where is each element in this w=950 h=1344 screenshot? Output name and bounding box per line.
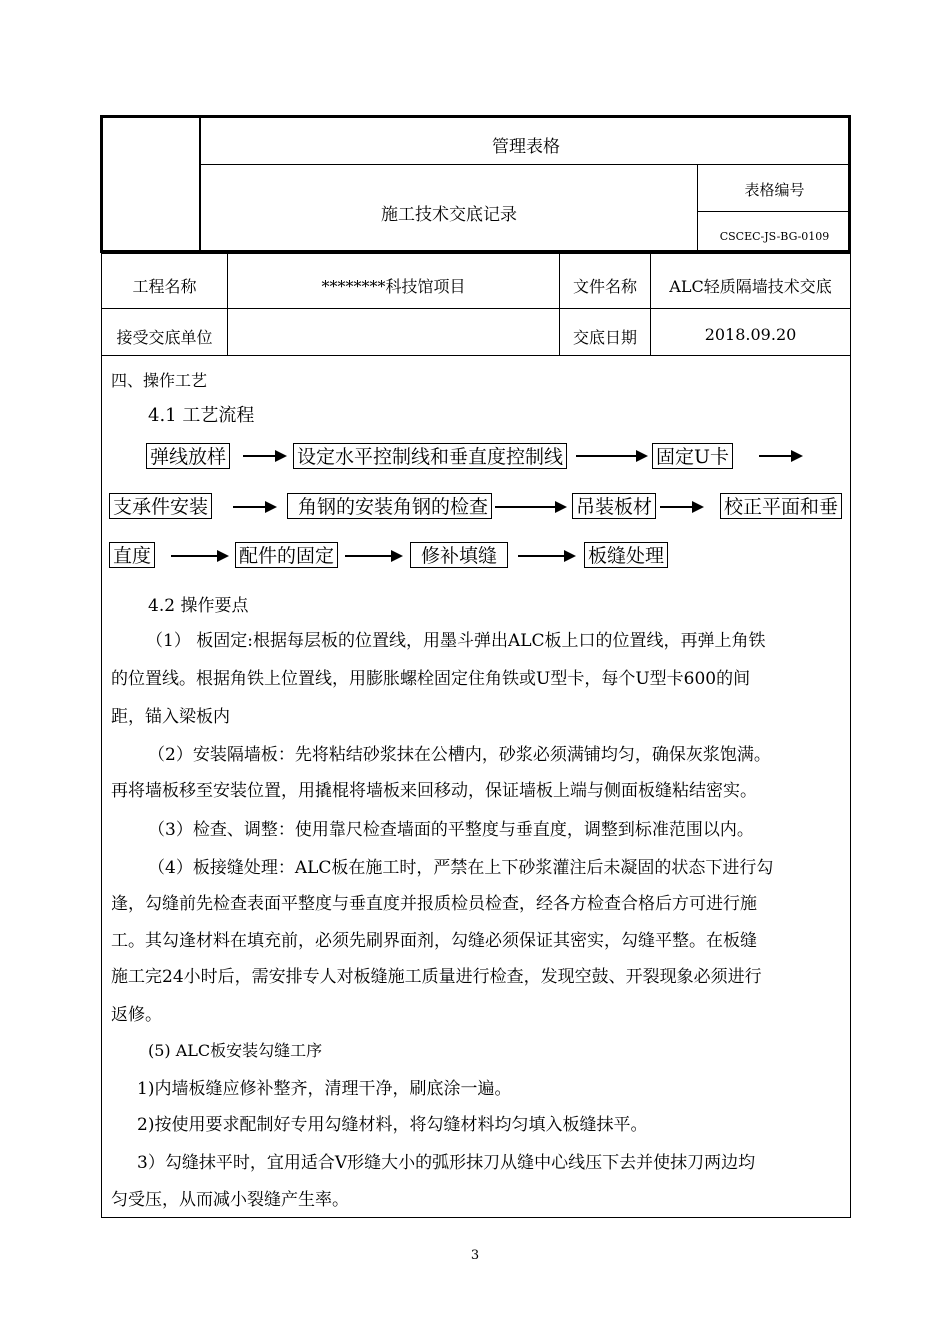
flow-step: 直度	[109, 542, 155, 568]
flow-arrow	[233, 506, 275, 508]
flow-step: 板缝处理	[584, 542, 668, 568]
paragraph-line: （4）板接缝处理：ALC板在施工时，严禁在上下砂浆灌注后未凝固的状态下进行勾	[148, 858, 774, 878]
flow-step: 吊装板材	[572, 493, 656, 519]
flow-step: 校正平面和垂	[720, 493, 842, 519]
paragraph-line: 返修。	[111, 1005, 162, 1025]
flow-arrow	[171, 555, 227, 557]
project-name: ********科技馆项目	[321, 277, 466, 296]
flow-step: 固定U卡	[652, 443, 733, 469]
flow-arrow	[759, 455, 801, 457]
page-number: 3	[470, 1248, 480, 1263]
paragraph-line: 工。其勾逢材料在填充前，必须先刷界面剂，勾缝必须保证其密实，勾缝平整。在板缝	[111, 931, 757, 951]
header-table	[100, 115, 851, 253]
flow-step: 修补填缝	[410, 542, 508, 568]
paragraph-line: 3）勾缝抹平时，宜用适合V形缝大小的弧形抹刀从缝中心线压下去并使抹刀两边均	[137, 1153, 756, 1173]
flow-arrow	[495, 506, 565, 508]
flow-step: 角钢的安装角钢的检查	[287, 493, 492, 519]
paragraph-line: 匀受压，从而减小裂缝产生率。	[111, 1190, 349, 1210]
section-heading: 四、操作工艺	[111, 371, 208, 390]
header-divider	[201, 164, 851, 165]
flow-arrow	[660, 506, 702, 508]
paragraph-line: （1） 板固定:根据每层板的位置线，用墨斗弹出ALC板上口的位置线，再弹上角铁	[146, 631, 766, 651]
key-points-heading: 4.2 操作要点	[148, 596, 249, 616]
project-name-label: 工程名称	[132, 277, 197, 296]
process-flow-heading: 4.1 工艺流程	[148, 405, 255, 426]
record-title: 施工技术交底记录	[381, 205, 517, 225]
management-form-title: 管理表格	[492, 137, 560, 157]
flow-arrow	[243, 455, 285, 457]
form-number: CSCEC-JS-BG-0109	[719, 230, 830, 243]
paragraph-line: （2）安装隔墙板：先将粘结砂浆抹在公槽内，砂浆必须满铺均匀，确保灰浆饱满。	[148, 745, 771, 765]
paragraph-line: 施工完24小时后，需安排专人对板缝施工质量进行检查，发现空鼓、开裂现象必须进行	[111, 967, 762, 987]
date-label: 交底日期	[572, 328, 637, 347]
flow-step: 配件的固定	[235, 542, 338, 568]
flow-arrow	[345, 555, 401, 557]
header-divider	[698, 211, 851, 212]
info-row-divider	[102, 308, 850, 309]
info-table	[101, 253, 851, 356]
form-number-label: 表格编号	[744, 181, 805, 199]
paragraph-line: 距，锚入梁板内	[111, 707, 230, 727]
flow-step: 支承件安装	[109, 493, 212, 519]
flow-step: 设定水平控制线和垂直度控制线	[293, 443, 567, 469]
paragraph-line: 逢，勾缝前先检查表面平整度与垂直度并报质检员检查，经各方检查合格后方可进行施	[111, 894, 757, 914]
flow-step: 弹线放样	[146, 443, 230, 469]
paragraph-line: 2)按使用要求配制好专用勾缝材料，将勾缝材料均匀填入板缝抹平。	[137, 1115, 648, 1135]
paragraph-line: (5) ALC板安装勾缝工序	[148, 1041, 323, 1060]
receiving-unit-label: 接受交底单位	[116, 328, 213, 347]
flow-arrow	[576, 455, 646, 457]
file-name: ALC轻质隔墙技术交底	[669, 277, 832, 296]
paragraph-line: 再将墙板移至安装位置，用撬棍将墙板来回移动，保证墙板上端与侧面板缝粘结密实。	[111, 781, 757, 801]
paragraph-line: 1)内墙板缝应修补整齐，清理干净，刷底涂一遍。	[137, 1079, 512, 1099]
paragraph-line: 的位置线。根据角铁上位置线，用膨胀螺栓固定住角铁或U型卡，每个U型卡600的间	[111, 669, 751, 689]
paragraph-line: （3）检查、调整：使用靠尺检查墙面的平整度与垂直度，调整到标准范围以内。	[148, 820, 754, 840]
handover-date: 2018.09.20	[704, 325, 797, 344]
info-col-divider	[227, 254, 228, 355]
flow-arrow	[518, 555, 574, 557]
file-name-label: 文件名称	[572, 277, 637, 296]
